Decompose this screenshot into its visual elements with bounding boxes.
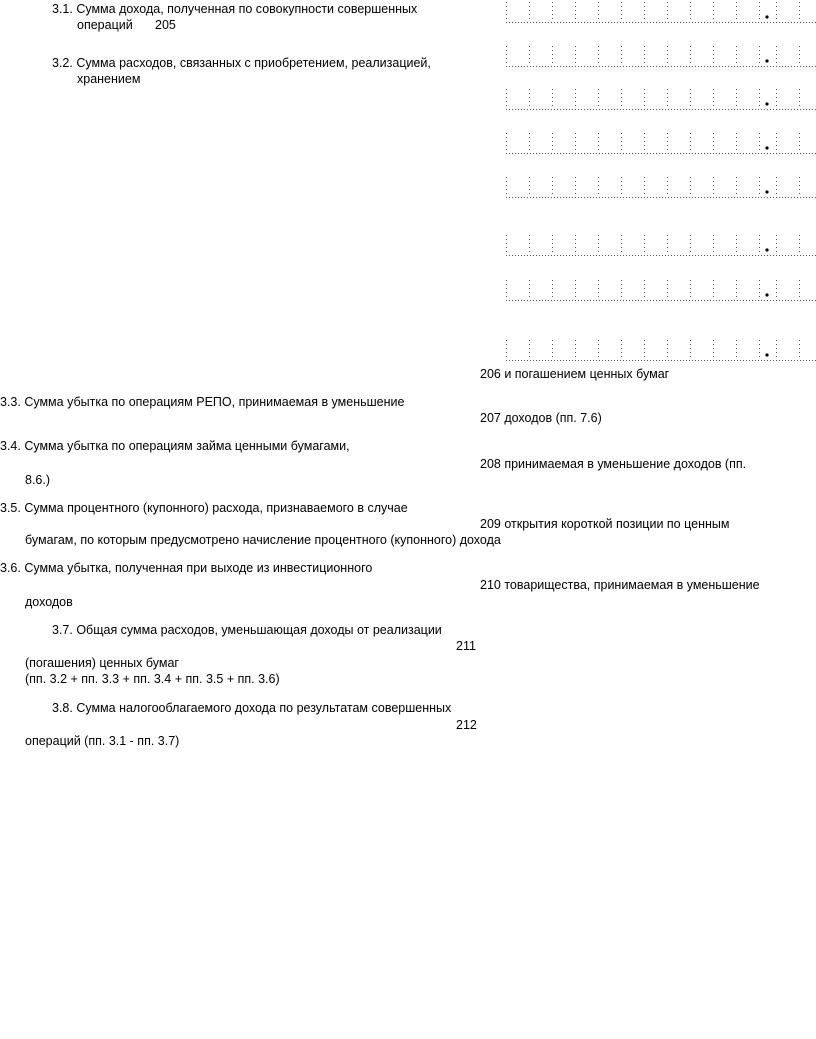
item-3-2-tail: 206 и погашением ценных бумаг (480, 367, 670, 381)
item-3-8-line2: операций (пп. 3.1 - пп. 3.7) (25, 734, 180, 748)
item-3-7-code: 211 (456, 639, 476, 653)
item-3-3-tail: 207 доходов (пп. 7.6) (480, 411, 602, 425)
item-3-6-tail: 210 товарищества, принимаемая в уменьшение (480, 578, 760, 592)
item-3-7-line3: (пп. 3.2 + пп. 3.3 + пп. 3.4 + пп. 3.5 + пп. 3.6) (25, 672, 280, 686)
item-3-4-line3: 8.6.) (25, 473, 51, 487)
item-3-4-line1: 3.4. Сумма убытка по операциям займа ценными бумагами, (0, 439, 350, 453)
amount-cells-row-206a[interactable] (506, 46, 816, 68)
item-3-2-line2: хранением (77, 72, 141, 86)
decimal-point (765, 293, 768, 296)
item-3-6-line3: доходов (25, 595, 73, 609)
item-3-1-line2: операций (77, 18, 133, 32)
amount-cells-row-206e[interactable] (506, 235, 816, 257)
decimal-point (765, 59, 768, 62)
item-3-6-line1: 3.6. Сумма убытка, полученная при выходе из инвестиционного (0, 561, 373, 575)
item-3-7-line1: 3.7. Общая сумма расходов, уменьшающая доходы от реализации (52, 623, 442, 637)
amount-cells-row-205[interactable] (506, 2, 816, 24)
decimal-point (765, 102, 768, 105)
item-3-8-code: 212 (456, 718, 477, 732)
decimal-point (765, 353, 768, 356)
decimal-point (765, 15, 768, 18)
amount-cells-row-206d[interactable] (506, 177, 816, 199)
decimal-point (765, 146, 768, 149)
item-3-1-line1: 3.1. Сумма дохода, полученная по совокупности совершенных (52, 2, 418, 16)
item-3-7-line2: (погашения) ценных бумаг (25, 656, 179, 670)
item-3-5-line1: 3.5. Сумма процентного (купонного) расхода, признаваемого в случае (0, 501, 408, 515)
decimal-point (765, 190, 768, 193)
item-3-3-line1: 3.3. Сумма убытка по операциям РЕПО, принимаемая в уменьшение (0, 395, 405, 409)
decimal-point (765, 248, 768, 251)
item-3-2-line1: 3.2. Сумма расходов, связанных с приобретением, реализацией, (52, 56, 431, 70)
amount-cells-row-206g[interactable] (506, 340, 816, 362)
item-3-4-tail: 208 принимаемая в уменьшение доходов (пп. (480, 457, 747, 471)
amount-cells-row-206c[interactable] (506, 133, 816, 155)
item-3-8-line1: 3.8. Сумма налогооблагаемого дохода по результатам совершенных (52, 701, 452, 715)
amount-cells-row-206b[interactable] (506, 89, 816, 111)
amount-cells-row-206f[interactable] (506, 280, 816, 302)
item-3-5-tail: 209 открытия короткой позиции по ценным (480, 517, 730, 531)
item-3-5-line3: бумагам, по которым предусмотрено начисление процентного (купонного) дохода (25, 533, 501, 547)
item-3-1-code: 205 (155, 18, 176, 32)
